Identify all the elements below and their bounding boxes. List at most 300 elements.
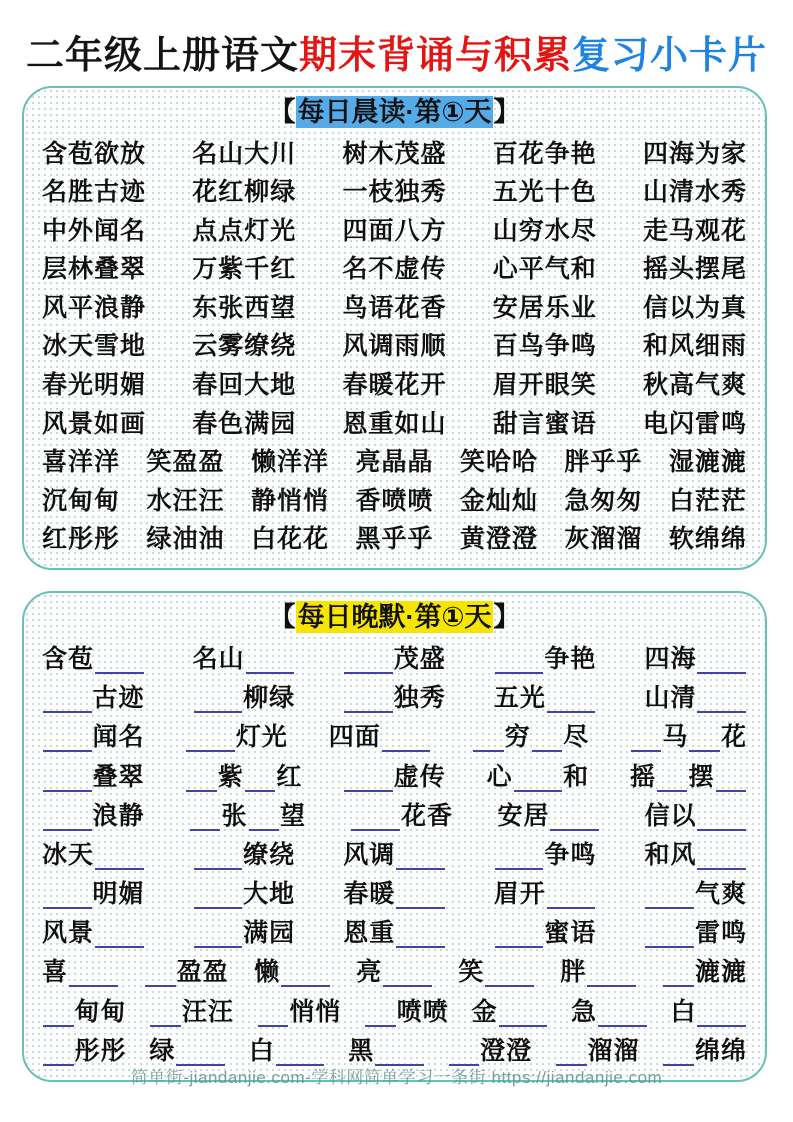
word-text: 信以为真 [642, 293, 747, 322]
word-text: 花香 [400, 801, 453, 830]
morning-reading-card [22, 86, 767, 570]
page-title-part-black: 二年级上册语文 [25, 35, 299, 77]
word-row [42, 1031, 747, 1067]
word-text: 山清 [644, 684, 697, 713]
word-text: 笑 [458, 958, 485, 987]
word-text: 信以 [644, 801, 697, 830]
word-text: 百花争艳 [492, 139, 597, 168]
answer-blank-line [663, 962, 694, 988]
word-text: 喷喷 [396, 997, 449, 1026]
idiom-word [564, 519, 642, 555]
word-text: 亮晶晶 [355, 448, 434, 477]
word-text: 白 [248, 1036, 275, 1065]
word-text: 争鸣 [544, 840, 597, 869]
idiom-word [192, 288, 296, 324]
answer-blank-line [689, 727, 720, 753]
word-text: 紫 [217, 762, 244, 791]
fill-blank-word [644, 835, 747, 871]
answer-blank-line [365, 1001, 396, 1027]
word-text: 风景如画 [42, 409, 147, 438]
fill-blank-word [448, 1031, 533, 1067]
word-text: 喜 [42, 958, 69, 987]
morning-reading-header [24, 95, 765, 129]
answer-blank-line [697, 1001, 746, 1027]
answer-blank-line [547, 688, 596, 714]
word-text: 春暖花开 [342, 371, 447, 400]
answer-blank-line [514, 766, 563, 792]
word-row [42, 172, 747, 208]
fill-blank-word [42, 952, 119, 988]
idiom-word [493, 288, 597, 324]
word-text: 四海为家 [642, 139, 747, 168]
word-text: 喜洋洋 [42, 448, 121, 477]
idiom-word [460, 519, 538, 555]
word-text: 春回大地 [192, 371, 297, 400]
word-text: 绿油油 [146, 525, 225, 554]
idiom-word [192, 249, 296, 285]
answer-blank-line [95, 648, 144, 674]
word-text: 金灿灿 [459, 486, 538, 515]
evening-dictation-header-label: 每日晚默·第①天 [297, 602, 492, 632]
fill-blank-word [42, 796, 145, 832]
word-text: 望 [280, 801, 307, 830]
fill-blank-word [42, 913, 145, 949]
word-text: 穷 [504, 723, 531, 752]
word-text: 闻名 [92, 723, 145, 752]
answer-blank-line [485, 962, 534, 988]
word-text: 古迹 [92, 684, 145, 713]
word-text: 灰溜溜 [564, 525, 643, 554]
word-text: 和风 [644, 840, 697, 869]
answer-blank-line [645, 883, 694, 909]
word-text: 懒洋洋 [250, 448, 329, 477]
fill-blank-word [644, 678, 747, 714]
word-text: 和风细雨 [642, 332, 747, 361]
word-text: 一枝独秀 [342, 178, 447, 207]
fill-blank-word [494, 913, 597, 949]
bracket-open: 【 [268, 97, 296, 127]
fill-blank-word [494, 874, 597, 910]
idiom-word [669, 481, 747, 517]
answer-blank-line [344, 688, 393, 714]
idiom-word [251, 481, 329, 517]
answer-blank-line [495, 923, 544, 949]
fill-blank-word [193, 639, 296, 675]
word-row [42, 913, 747, 949]
word-text: 悄悄 [289, 997, 342, 1026]
answer-blank-line [697, 648, 746, 674]
fill-blank-word [343, 913, 446, 949]
fill-blank-word [497, 796, 600, 832]
answer-blank-line [556, 1040, 587, 1066]
word-text: 争艳 [544, 645, 597, 674]
answer-blank-line [663, 1040, 694, 1066]
idiom-word [493, 134, 597, 170]
answer-blank-line [95, 923, 144, 949]
word-text: 秋高气爽 [642, 371, 747, 400]
word-text: 胖乎乎 [564, 448, 643, 477]
word-row [42, 835, 747, 871]
word-text: 澄澄 [480, 1036, 533, 1065]
word-text: 花红柳绿 [192, 178, 297, 207]
fill-blank-word [494, 678, 597, 714]
word-text: 山穷水尽 [492, 216, 597, 245]
word-row [42, 717, 747, 753]
word-text: 灯光 [235, 723, 288, 752]
fill-blank-word [662, 1031, 747, 1067]
word-text: 名胜古迹 [42, 178, 147, 207]
answer-blank-line [246, 648, 295, 674]
word-text: 蜜语 [544, 919, 597, 948]
word-row [42, 992, 747, 1028]
idiom-word [342, 365, 446, 401]
fill-blank-word [42, 678, 145, 714]
word-text: 水汪汪 [146, 486, 225, 515]
idiom-word [42, 134, 146, 170]
word-text: 名山大川 [192, 139, 297, 168]
answer-blank-line [697, 805, 746, 831]
fill-blank-word [254, 952, 331, 988]
fill-blank-word [472, 992, 549, 1028]
word-text: 心 [486, 762, 513, 791]
word-text: 摇 [629, 762, 656, 791]
word-row [42, 678, 747, 714]
idiom-word [493, 172, 597, 208]
word-row [42, 952, 747, 988]
fill-blank-word [193, 874, 296, 910]
answer-blank-line [495, 844, 544, 870]
word-text: 茂盛 [393, 645, 446, 674]
page-title-part-red: 期末背诵与积累 [298, 35, 572, 77]
word-text: 风平浪静 [42, 293, 147, 322]
idiom-word [42, 288, 146, 324]
fill-blank-word [364, 992, 449, 1028]
bracket-open: 【 [268, 602, 296, 632]
idiom-word [42, 519, 120, 555]
idiom-word [643, 288, 747, 324]
idiom-word [669, 442, 747, 478]
answer-blank-line [43, 805, 92, 831]
fill-blank-word [42, 717, 145, 753]
word-row [42, 442, 747, 478]
word-text: 春光明媚 [42, 371, 147, 400]
fill-blank-word [343, 757, 446, 793]
word-text: 百鸟争鸣 [492, 332, 597, 361]
word-text: 大地 [243, 880, 296, 909]
answer-blank-line [43, 727, 92, 753]
idiom-word [192, 172, 296, 208]
answer-blank-line [598, 1001, 647, 1027]
word-row [42, 757, 747, 793]
word-text: 笑盈盈 [146, 448, 225, 477]
word-text: 含苞欲放 [42, 139, 147, 168]
watermark-text: 简单街-jiandanjie.com-学科网简单学习一条街 https://jiandanjie.com [130, 1068, 663, 1087]
word-text: 柳绿 [243, 684, 296, 713]
idiom-word [42, 249, 146, 285]
answer-blank-line [396, 923, 445, 949]
answer-blank-line [69, 962, 118, 988]
word-text: 金 [471, 997, 498, 1026]
word-row [42, 365, 747, 401]
idiom-word [493, 404, 597, 440]
fill-blank-word [350, 796, 453, 832]
idiom-word [42, 442, 120, 478]
answer-blank-line [532, 727, 563, 753]
idiom-word [342, 172, 446, 208]
answer-blank-line [194, 923, 243, 949]
answer-blank-line [344, 648, 393, 674]
answer-blank-line [43, 766, 92, 792]
word-row [42, 134, 747, 170]
answer-blank-line [547, 883, 596, 909]
word-text: 缭绕 [243, 840, 296, 869]
word-text: 虚传 [393, 762, 446, 791]
word-text: 冰天雪地 [42, 332, 147, 361]
word-text: 四面八方 [342, 216, 447, 245]
word-text: 名山 [192, 645, 245, 674]
fill-blank-word [42, 874, 145, 910]
answer-blank-line [194, 844, 243, 870]
word-text: 满园 [243, 919, 296, 948]
answer-blank-line [43, 883, 92, 909]
word-text: 漉漉 [694, 958, 747, 987]
word-text: 恩重如山 [342, 409, 447, 438]
word-text: 绿 [149, 1036, 176, 1065]
word-text: 风景 [42, 919, 95, 948]
word-text: 亮 [356, 958, 383, 987]
fill-blank-word [644, 796, 747, 832]
answer-blank-line [351, 805, 400, 831]
idiom-word [355, 481, 433, 517]
idiom-word [192, 134, 296, 170]
idiom-word [342, 404, 446, 440]
idiom-word [42, 211, 146, 247]
fill-blank-word [458, 952, 535, 988]
answer-blank-line [176, 1040, 225, 1066]
word-text: 香喷喷 [355, 486, 434, 515]
word-text: 盈盈 [176, 958, 229, 987]
word-text: 摇头摆尾 [642, 255, 747, 284]
idiom-word [460, 481, 538, 517]
fill-blank-word [472, 717, 589, 753]
idiom-word [192, 404, 296, 440]
fill-blank-word [185, 757, 302, 793]
word-text: 黑 [348, 1036, 375, 1065]
fill-blank-word [348, 1031, 425, 1067]
answer-blank-line [194, 883, 243, 909]
idiom-word [146, 442, 224, 478]
word-text: 点点灯光 [192, 216, 297, 245]
word-row [42, 249, 747, 285]
fill-blank-word [257, 992, 342, 1028]
word-text: 甸甸 [74, 997, 127, 1026]
answer-blank-line [716, 766, 747, 792]
idiom-word [342, 134, 446, 170]
answer-blank-line [281, 962, 330, 988]
answer-blank-line [645, 923, 694, 949]
answer-blank-line [43, 1001, 74, 1027]
fill-blank-word [560, 952, 637, 988]
word-text: 张 [221, 801, 248, 830]
bracket-close: 】 [493, 97, 521, 127]
word-text: 彤彤 [74, 1036, 127, 1065]
word-text: 白 [670, 997, 697, 1026]
idiom-word [251, 519, 329, 555]
fill-blank-word [630, 757, 747, 793]
idiom-word [643, 211, 747, 247]
word-text: 溜溜 [587, 1036, 640, 1065]
idiom-word [192, 365, 296, 401]
word-text: 树木茂盛 [342, 139, 447, 168]
word-text: 浪静 [92, 801, 145, 830]
word-text: 汪汪 [181, 997, 234, 1026]
word-text: 明媚 [92, 880, 145, 909]
fill-blank-word [185, 717, 288, 753]
word-text: 笑哈哈 [459, 448, 538, 477]
word-text: 黄澄澄 [459, 525, 538, 554]
idiom-word [643, 172, 747, 208]
answer-blank-line [495, 648, 544, 674]
idiom-word [192, 326, 296, 362]
answer-blank-line [697, 688, 746, 714]
answer-blank-line [43, 688, 92, 714]
word-text: 叠翠 [92, 762, 145, 791]
answer-blank-line [150, 1001, 181, 1027]
word-text: 甜言蜜语 [492, 409, 597, 438]
word-text: 名不虚传 [342, 255, 447, 284]
idiom-word [564, 481, 642, 517]
word-text: 尽 [563, 723, 590, 752]
word-text: 鸟语花香 [342, 293, 447, 322]
answer-blank-line [145, 962, 176, 988]
idiom-word [42, 481, 120, 517]
word-text: 黑乎乎 [355, 525, 434, 554]
word-text: 四面 [328, 723, 381, 752]
idiom-word [355, 442, 433, 478]
fill-blank-word [42, 835, 145, 871]
idiom-grid [24, 129, 765, 568]
word-text: 云雾缭绕 [192, 332, 297, 361]
word-text: 含苞 [42, 645, 95, 674]
fill-blank-word [343, 874, 446, 910]
fill-blank-word [494, 639, 597, 675]
answer-blank-line [43, 1040, 74, 1066]
word-text: 冰天 [42, 840, 95, 869]
word-text: 东张西望 [192, 293, 297, 322]
idiom-word [42, 365, 146, 401]
word-row [42, 639, 747, 675]
word-text: 马 [662, 723, 689, 752]
idiom-word [146, 481, 224, 517]
answer-blank-line [95, 844, 144, 870]
word-row [42, 796, 747, 832]
answer-blank-line [194, 688, 243, 714]
fill-blank-word [670, 992, 747, 1028]
word-text: 湿漉漉 [668, 448, 747, 477]
bracket-close: 】 [493, 602, 521, 632]
fill-blank-word [494, 835, 597, 871]
idiom-word [643, 404, 747, 440]
answer-blank-line [383, 962, 432, 988]
word-text: 万紫千红 [192, 255, 297, 284]
word-text: 胖 [560, 958, 587, 987]
fill-blank-word [42, 1031, 127, 1067]
word-text: 静悄悄 [250, 486, 329, 515]
word-text: 懒 [254, 958, 281, 987]
word-text: 花 [720, 723, 747, 752]
page-title [0, 32, 793, 80]
idiom-word [669, 519, 747, 555]
fill-blank-word [193, 913, 296, 949]
answer-blank-line [499, 1001, 548, 1027]
morning-reading-header-label: 每日晨读·第①天 [297, 97, 492, 127]
word-text: 五光 [493, 684, 546, 713]
word-row [42, 288, 747, 324]
idiom-word [493, 365, 597, 401]
idiom-word [493, 326, 597, 362]
answer-blank-line [657, 766, 688, 792]
idiom-word [342, 288, 446, 324]
word-text: 恩重 [343, 919, 396, 948]
word-text: 急匆匆 [564, 486, 643, 515]
fill-blank-word [343, 639, 446, 675]
answer-blank-line [344, 766, 393, 792]
word-text: 五光十色 [492, 178, 597, 207]
word-text: 安居 [497, 801, 550, 830]
word-row [42, 481, 747, 517]
evening-dictation-header [24, 600, 765, 634]
fill-blank-word [193, 835, 296, 871]
idiom-word [42, 172, 146, 208]
fill-blank-word [644, 874, 747, 910]
fill-blank-word [149, 992, 234, 1028]
word-text: 风调 [343, 840, 396, 869]
answer-blank-line [186, 727, 235, 753]
word-row [42, 211, 747, 247]
word-text: 红 [276, 762, 303, 791]
idiom-word [643, 249, 747, 285]
fill-blank-word [249, 1031, 326, 1067]
word-text: 心平气和 [492, 255, 597, 284]
word-text: 白茫茫 [668, 486, 747, 515]
fill-blank-word [189, 796, 306, 832]
answer-blank-line [631, 727, 662, 753]
idiom-word [643, 365, 747, 401]
word-text: 眉开 [493, 880, 546, 909]
answer-blank-line [249, 805, 280, 831]
fill-blank-word [356, 952, 433, 988]
idiom-word [146, 519, 224, 555]
fill-blank-word [343, 835, 446, 871]
idiom-word [564, 442, 642, 478]
fill-blank-word [42, 757, 145, 793]
answer-blank-line [473, 727, 504, 753]
word-text: 红彤彤 [42, 525, 121, 554]
fill-blank-word [555, 1031, 640, 1067]
answer-blank-line [382, 727, 431, 753]
word-text: 走马观花 [642, 216, 747, 245]
answer-blank-line [190, 805, 221, 831]
fill-blank-word [149, 1031, 226, 1067]
answer-blank-line [587, 962, 636, 988]
word-row [42, 519, 747, 555]
word-text: 绵绵 [694, 1036, 747, 1065]
word-text: 电闪雷鸣 [642, 409, 747, 438]
word-text: 风调雨顺 [342, 332, 447, 361]
fill-blank-word [42, 992, 127, 1028]
word-row [42, 874, 747, 910]
fill-blank-word [193, 678, 296, 714]
